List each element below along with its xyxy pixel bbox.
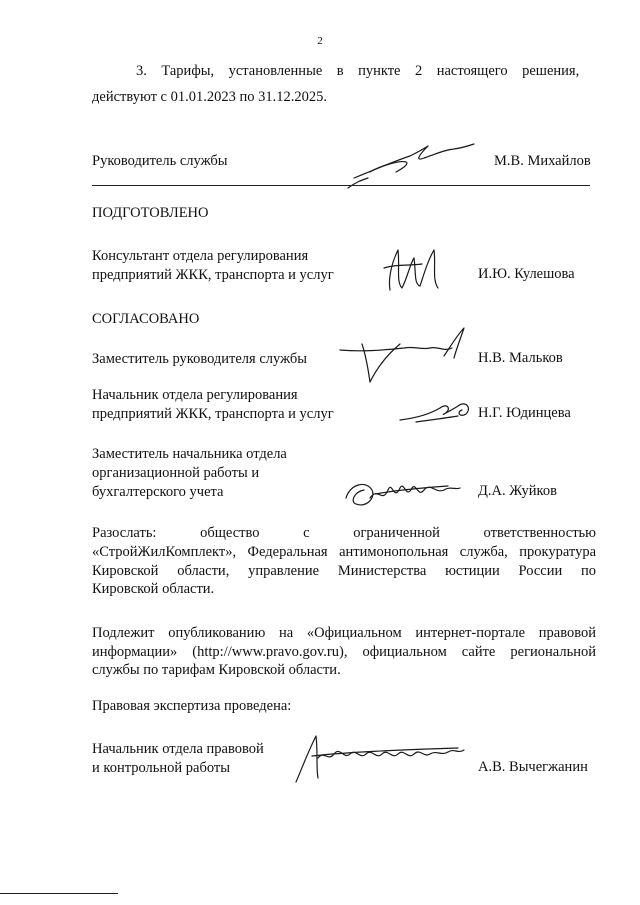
- clause-3-line2: действуют с 01.01.2023 по 31.12.2025.: [92, 89, 327, 105]
- distribution-line2: «СтройЖилКомплект», Федеральная антимонопольная служба, прокуратура: [92, 544, 596, 560]
- publication-line3: службы по тарифам Кировской области.: [92, 662, 341, 678]
- legal-review-text: Правовая экспертиза проведена:: [92, 698, 292, 714]
- prepared-name: И.Ю. Кулешова: [478, 266, 575, 282]
- approver-3-title: [92, 445, 287, 502]
- separator-line: [92, 185, 590, 186]
- approver-3-name: Д.А. Жуйков: [478, 483, 557, 499]
- approver-2-title-line2: предприятий ЖКК, транспорта и услуг: [92, 406, 334, 422]
- prepared-signature-image: [378, 238, 448, 300]
- approver-1-title-line1: Заместитель руководителя службы: [92, 351, 308, 367]
- head-name: М.В. Михайлов: [494, 153, 591, 169]
- publication-line1: Подлежит опубликованию на «Официальном интернет-портале правовой: [92, 625, 596, 641]
- head-signature-image: [340, 132, 480, 192]
- approver-1-title: [92, 350, 307, 369]
- approver-3-title-line3: бухгалтерского учета: [92, 484, 224, 500]
- head-title: Руководитель службы: [92, 153, 228, 169]
- approver-1-signature-image: [334, 322, 474, 388]
- legal-review-name: А.В. Вычегжанин: [478, 759, 588, 775]
- approver-2-name: Н.Г. Юдинцева: [478, 405, 571, 421]
- prepared-title: [92, 247, 334, 285]
- approver-2-signature-image: [396, 392, 480, 428]
- approver-3-title-line1: Заместитель начальника отдела: [92, 446, 287, 462]
- clause-3-line1: 3. Тарифы, установленные в пункте 2 настоящего решения,: [136, 63, 580, 79]
- agreed-heading: СОГЛАСОВАНО: [92, 311, 200, 327]
- legal-review-title: [92, 740, 264, 778]
- approver-3-title-line2: организационной работы и: [92, 465, 260, 481]
- prepared-heading: ПОДГОТОВЛЕНО: [92, 205, 209, 221]
- prepared-title-line1: Консультант отдела регулирования: [92, 248, 309, 264]
- distribution-line1: Разослать: общество с ограниченной ответственностью: [92, 525, 596, 541]
- approver-3-signature-image: [336, 468, 466, 514]
- approver-2-title-line1: Начальник отдела регулирования: [92, 387, 298, 403]
- legal-review-signature-image: [288, 728, 468, 788]
- approver-2-title: [92, 386, 334, 424]
- distribution-line3: Кировской области, управление Министерства юстиции России по: [92, 563, 596, 579]
- legal-review-title-line2: и контрольной работы: [92, 760, 230, 776]
- publication-line2: информации» (http://www.pravo.gov.ru), официальном сайте региональной: [92, 644, 596, 660]
- page-number: 2: [317, 35, 323, 47]
- legal-review-title-line1: Начальник отдела правовой: [92, 741, 264, 757]
- distribution-line4: Кировской области.: [92, 581, 215, 597]
- footer-rule: [0, 893, 118, 894]
- approver-1-name: Н.В. Мальков: [478, 350, 563, 366]
- prepared-title-line2: предприятий ЖКК, транспорта и услуг: [92, 267, 334, 283]
